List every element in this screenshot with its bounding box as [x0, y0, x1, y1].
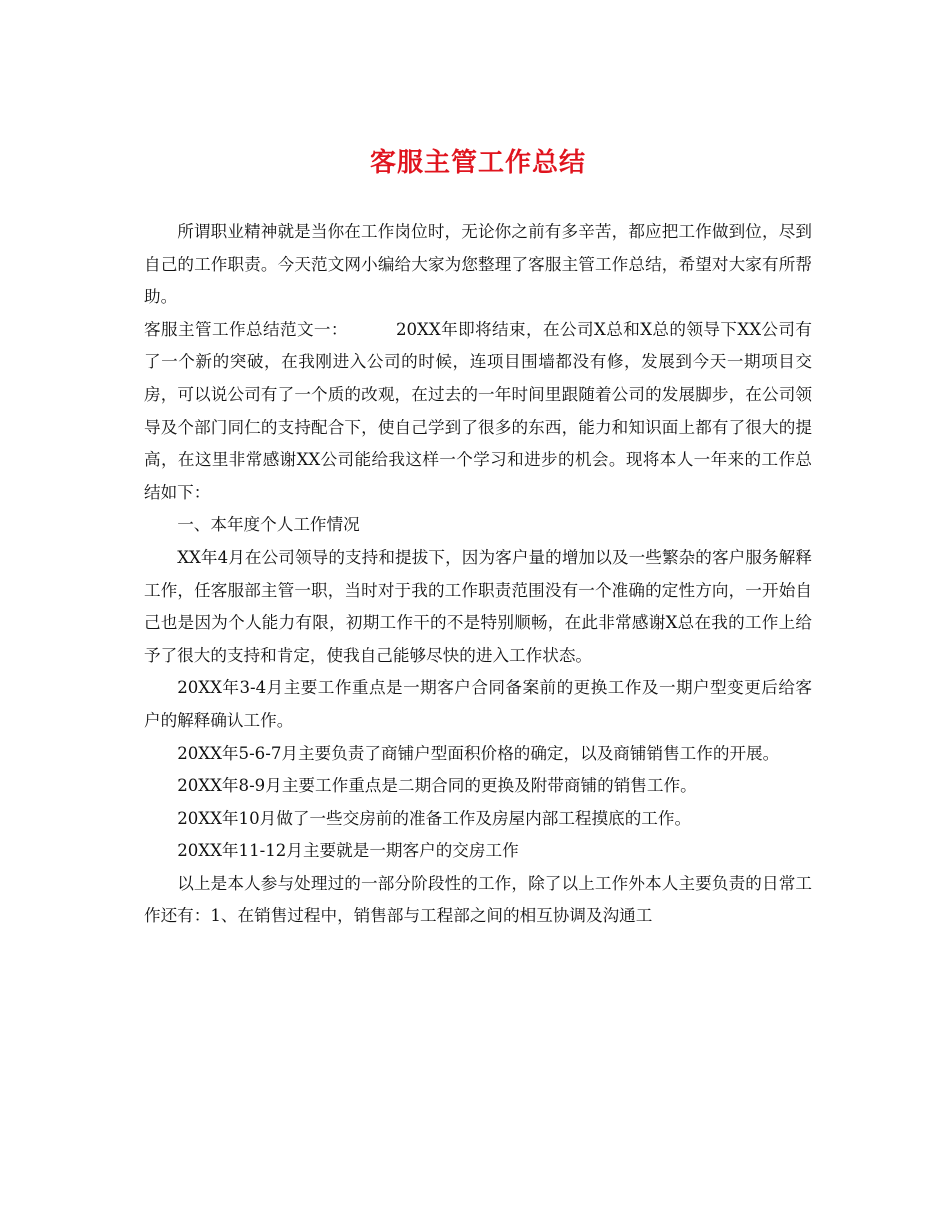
body-paragraph-nov-dec: 20XX年11-12月主要就是一期客户的交房工作: [177, 841, 519, 861]
document-body: [144, 216, 812, 933]
sample-one-text: 20XX年即将结束，在公司X总和X总的领导下XX公司有了一个新的突破，在我刚进入公司的时候，连项目围墙都没有修，发展到今天一期项目交房，可以说公司有了一个质的改观，在过去的一年时间里跟随着公司的发展脚步，在公司领导及个部门同仁的支持配合下，使自己学到了很多的东西，能力和知识面上都有了很大的提高，在这里非常感谢XX公司能给我这样一个学习和进步的机会。现将本人一年来的工作总结如下：: [144, 319, 813, 502]
body-paragraph-oct: 20XX年10月做了一些交房前的准备工作及房屋内部工程摸底的工作。: [177, 808, 692, 828]
section-heading-1: 一、本年度个人工作情况: [177, 515, 360, 535]
body-paragraph-mar-apr: 20XX年3-4月主要工作重点是一期客户合同备案前的更换工作及一期户型变更后给客户的解释确认工作。: [144, 678, 812, 730]
body-paragraph-may-jul: 20XX年5-6-7月主要负责了商铺户型面积价格的确定，以及商铺销售工作的开展。: [177, 743, 780, 763]
body-paragraph-aug-sep: 20XX年8-9月主要工作重点是二期合同的更换及附带商铺的销售工作。: [177, 776, 697, 796]
sample-one-paragraph: [144, 314, 812, 510]
sample-one-label: 客服主管工作总结范文一：: [144, 319, 348, 339]
intro-paragraph: 所谓职业精神就是当你在工作岗位时，无论你之前有多辛苦，都应把工作做到位，尽到自己的工作职责。今天范文网小编给大家为您整理了客服主管工作总结，希望对大家有所帮助。: [144, 222, 812, 307]
document-title: 客服主管工作总结: [369, 148, 586, 178]
body-paragraph-daily-work: 以上是本人参与处理过的一部分阶段性的工作，除了以上工作外本人主要负责的日常工作还有：1、在销售过程中，销售部与工程部之间的相互协调及沟通工: [144, 873, 812, 926]
body-paragraph-april: XX年4月在公司领导的支持和提拔下，因为客户量的增加以及一些繁杂的客户服务解释工作，任客服部主管一职，当时对于我的工作职责范围没有一个准确的定性方向，一开始自己也是因为个人能力有限，初期工作干的不是特别顺畅，在此非常感谢X总在我的工作上给予了很大的支持和肯定，使我自己能够尽快的进入工作状态。: [144, 547, 812, 665]
